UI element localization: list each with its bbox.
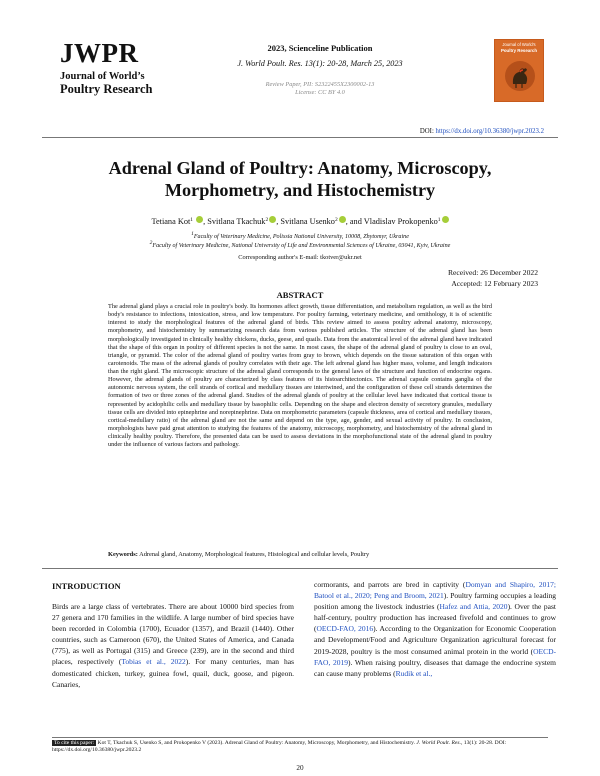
section-divider <box>42 568 558 569</box>
intro-text: ). For many centuries, man has domesticated chicken, turkey, guinea fowl, quail, duck, goose, and pigeon. Canaries, <box>52 657 295 689</box>
author-separator: , and <box>345 217 364 226</box>
author-affiliation-marker: 1 <box>437 217 441 223</box>
citation-link[interactable]: Hafez and Attia, 2020 <box>439 602 508 612</box>
logo-text: JWPR <box>60 38 139 68</box>
rooster-icon <box>504 60 536 92</box>
article-title: Adrenal Gland of Poultry: Anatomy, Microscopy, Morphometry, and Histochemistry <box>108 158 492 200</box>
affiliation-text: Faculty of Veterinary Medicine, National University of Life and Environmental Sciences of Ukraine, 03041, Kyiv, Ukraine <box>152 243 451 249</box>
abstract-heading: ABSTRACT <box>276 290 324 300</box>
article-dates <box>448 267 538 289</box>
cover-title-line2: Poultry Research <box>500 47 538 53</box>
doi-label: DOI: <box>419 128 434 135</box>
keywords-text: Adrenal gland, Anatomy, Morphological features, Histological and cellular levels, Poultry <box>137 551 370 558</box>
affiliation-marker: 1 <box>191 231 194 237</box>
page-number: 20 <box>296 764 304 772</box>
orcid-icon[interactable] <box>442 216 449 223</box>
author-affiliation-marker: 2 <box>334 217 338 223</box>
author-separator: , <box>276 217 281 226</box>
cover-title-line1: Journal of World's <box>502 42 536 47</box>
citation-link[interactable]: Tobias et al., 2022 <box>121 657 186 667</box>
intro-text: ). When raising poultry, diseases that damage the endocrine system can cause many problems ( <box>314 657 556 678</box>
affiliation-marker: 2 <box>149 240 153 246</box>
header-divider <box>42 137 558 138</box>
journal-cover-image <box>494 39 544 102</box>
affiliation-1 <box>60 231 540 240</box>
keywords <box>108 551 492 558</box>
intro-text: Birds are a large class of vertebrates. There are about 10000 bird species from 27 genera and 170 families in the wildlife. A large number of bird species have been recorded in Colombia (1700), Ecuador (1357), and Brazil (1440). Other countries, such as Cameroon (670), the United States of America, and Canada (775), as well as Portugal (315) and Greece (239), are in the second and third places, respectively ( <box>52 602 294 667</box>
introduction-heading: INTRODUCTION <box>52 581 121 591</box>
publisher: 2023, Scienceline Publication <box>267 43 373 53</box>
author-affiliation-marker: 2 <box>265 217 269 223</box>
intro-text: ). According to the Organization for Economic Cooperation and Development/Food and Agriculture Organization agricultural forecast for 2019-2028, poultry is the most consumed animal protein in the world ( <box>314 624 556 656</box>
journal-name-line1: Journal of World’s <box>60 71 145 82</box>
journal-logo <box>60 38 152 97</box>
cite-text-end: , 13(1): 20-28. DOI: https://dx.doi.org/10.36380/jwpr.2023.2 <box>52 740 507 754</box>
author-separator: , <box>203 217 208 226</box>
header-info <box>170 43 470 97</box>
author-name: Svitlana Tkachuk <box>207 217 266 226</box>
author-name: Vladislav Prokopenko <box>363 217 438 226</box>
review-paper-pii: Review Paper, PII: S2322455X2300002-13 <box>265 81 375 88</box>
corresponding-author: Corresponding author's E-mail: tkotver@ukr.net <box>238 254 362 261</box>
citation-link[interactable]: Rudik et al., <box>395 668 433 678</box>
author-affiliation-marker: 1 <box>190 217 194 223</box>
abstract-text: The adrenal gland plays a crucial role in poultry's body. Its hormones affect growth, tissue differentiation, and metabolism regulation, as well as the bird body's resistance to infections, intoxication, stress, and low temperature. For poultry farming, veterinary medicine, and ornithology, it is of scientific interest to study the morphological features of the adrenal gland of birds. This review aimed to assess poultry adrenal anatomy, microscopy, morphometry, and histochemistry by summarizing research data from various published articles. The structure of the adrenal gland has been morphologically investigated in clinically healthy chickens, ducks, geese, and quails. Data from the anatomical level of the adrenal gland have indicated that the shape of this organ in poultry of different species is not the same. In most cases, the shape of the adrenal gland of poultry is close to an oval, triangle, or pyramid. The color of the adrenal gland of poultry varies from gray to brown, which depends on the tissue saturation of this organ with carotenoids. The mass of the adrenal glands of poultry correlates with their age. The left adrenal gland has higher mass, volume, and length indicators than the right gland. The microscopic structure of the adrenal gland corresponds to the general laws of the structure and function of endocrine organs. However, the adrenal glands of poultry are characterized by class features of its histoarchitectonics. The adrenal capsule contains ganglia of the autonomic nervous system, the cell strands of cortical and medullary tissues are intertwined, and the configuration of these cell strands determines the formation of two or three zones of the adrenal gland. Studies of the adrenal glands of poultry at the cellular level have indicated that cortical tissue is represented by acidophilic cells and medullary tissue by basophilic cells. Depending on the shape and electron density of secretory granules, medullary tissue cells are divided into epinephrine and norepinephrine. Data on morphometric parameters (capsule thickness, area of cortical and medullary tissues, cortical-medullary ratio) of the adrenal gland are not the same and depend on the type, age, gender, and sexual activity of poultry. In conclusion, morphologists have paid great attention to studying the features of the anatomy, microscopy, morphometry, and histochemistry of the adrenal gland in clinically healthy poultry. Therefore, the presented data can be used to assess deviations in the morphofunctional state of the adrenal gland in poultry under the influence of various factors and pathology. <box>108 303 492 449</box>
keywords-label: Keywords: <box>108 551 138 558</box>
intro-text: ). Poultry farming occupies a leading position among the livestock industries ( <box>314 591 557 612</box>
author-list <box>60 216 540 226</box>
intro-right-column <box>314 579 556 679</box>
affiliation-text: Faculty of Veterinary Medicine, Polissia National University, 10008, Zhytomyr, Ukraine <box>193 234 409 240</box>
citation-footer <box>52 740 552 754</box>
cite-journal: J. World Poult. Res. <box>416 740 461 746</box>
orcid-icon[interactable] <box>339 216 346 223</box>
received-date: Received: 26 December 2022 <box>447 268 538 277</box>
footer-divider <box>52 737 548 738</box>
author-name: Tetiana Kot <box>151 217 191 226</box>
accepted-date: Accepted: 12 February 2023 <box>451 279 538 288</box>
author-name: Svitlana Usenko <box>280 217 335 226</box>
doi-line <box>420 128 544 135</box>
doi-link[interactable]: https://dx.doi.org/10.36380/jwpr.2023.2 <box>435 128 544 135</box>
cite-text: Kot T, Tkachuk S, Usenko S, and Prokopenko V (2023). Adrenal Gland of Poultry: Anatomy, Microscopy, Morphometry, and Histochemistry. <box>96 740 417 746</box>
affiliation-2 <box>60 240 540 249</box>
journal-name-line2: Poultry Research <box>60 82 153 96</box>
license: License: CC BY 4.0 <box>295 89 345 97</box>
citation-link[interactable]: OECD-FAO, 2019 <box>314 646 556 667</box>
intro-left-column <box>52 601 294 690</box>
cite-tag: To cite this paper: <box>54 740 95 746</box>
journal-citation: J. World Poult. Res. 13(1): 20-28, March 25, 2023 <box>237 59 403 68</box>
citation-link[interactable]: OECD-FAO, 2016 <box>316 624 374 634</box>
citation-link[interactable]: Domyan and Shapiro, 2017; Batool et al., 2020; Peng and Broom, 2021 <box>314 580 557 601</box>
intro-text: cormorants, and parrots are bred in captivity ( <box>314 580 466 589</box>
intro-text: ). Over the past half-century, poultry production has increased fivefold and continues to grow ( <box>314 602 556 634</box>
